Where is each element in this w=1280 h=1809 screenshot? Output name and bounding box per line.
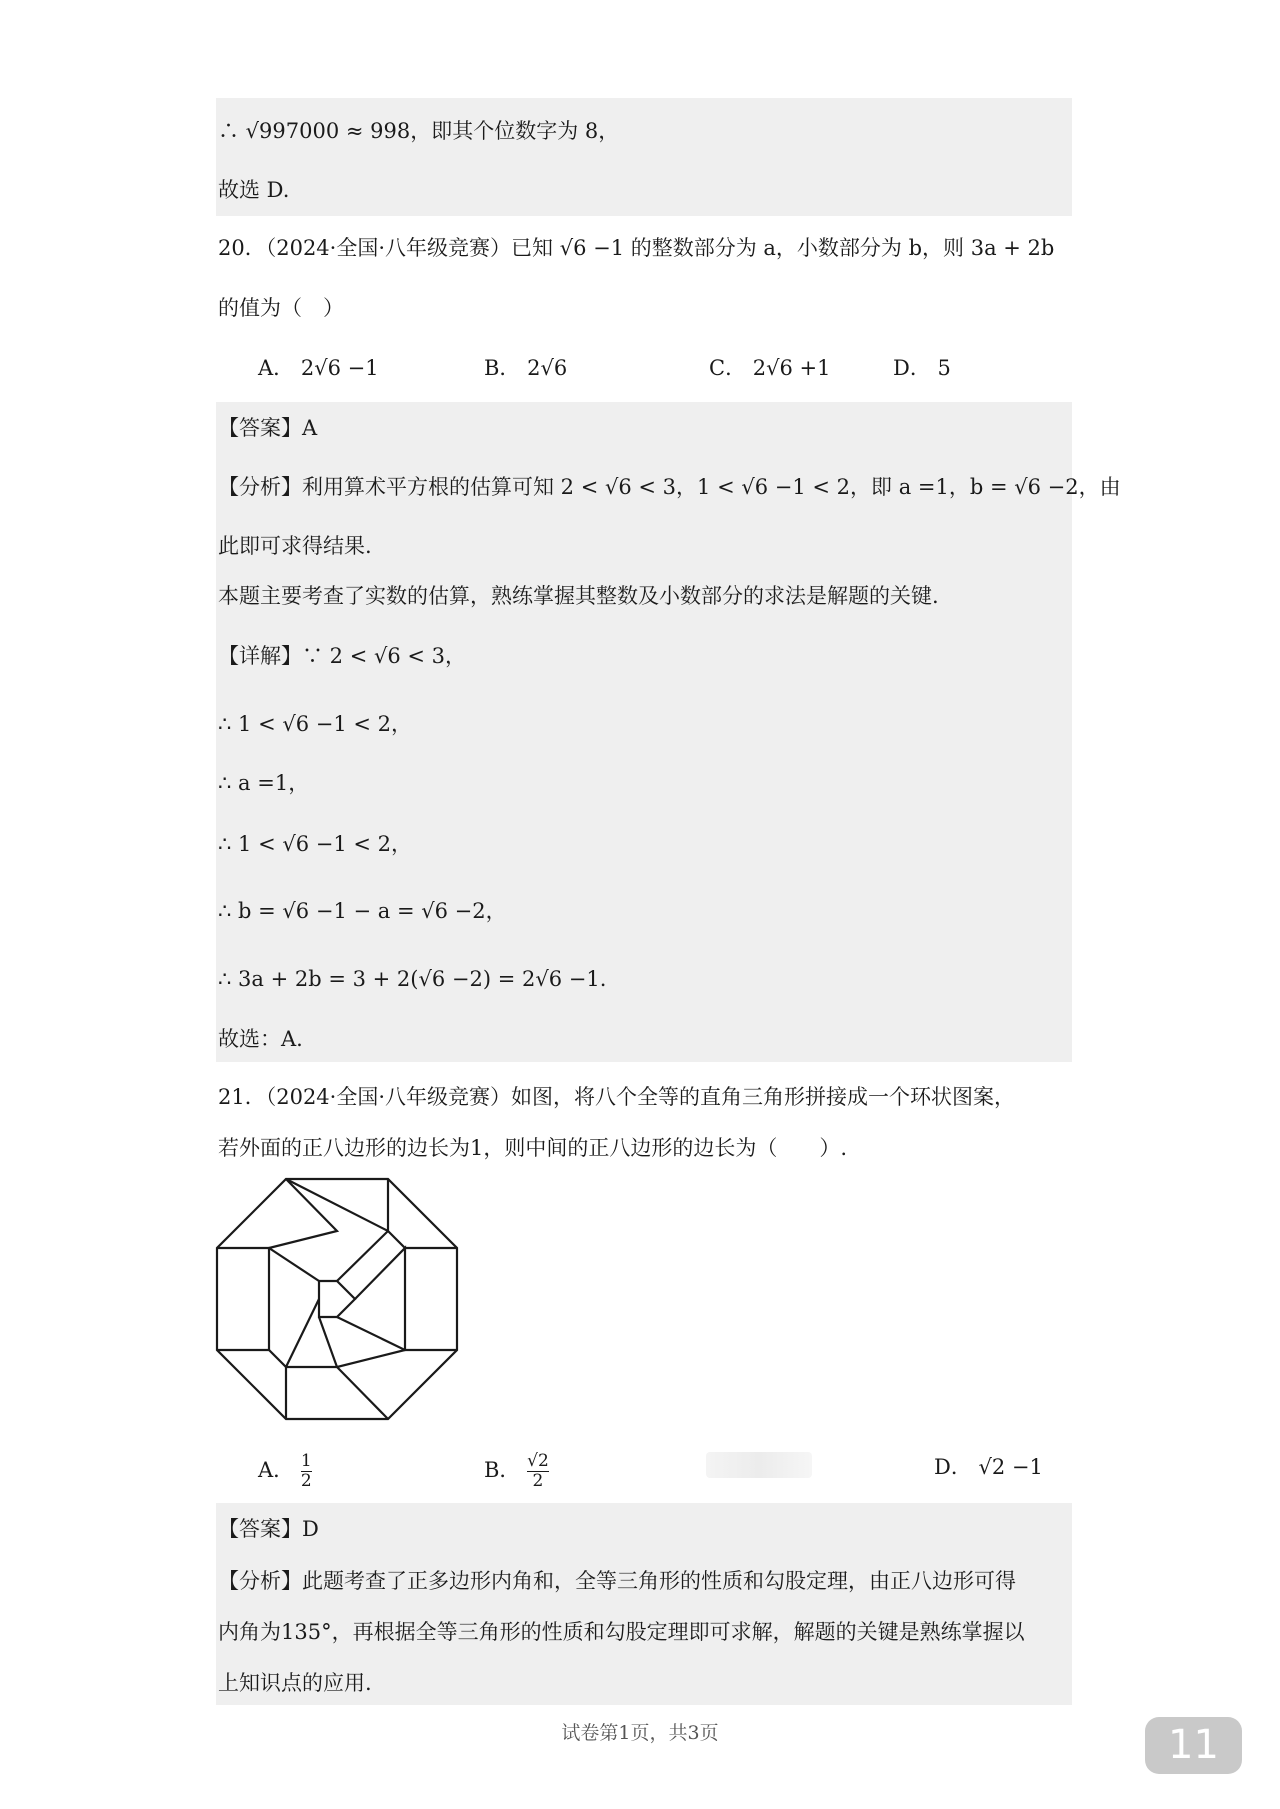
q21-analysis-line3: 上知识点的应用. [218, 1671, 372, 1695]
triangle-edge-3 [355, 1248, 457, 1350]
q21-stem-line2: 若外面的正八边形的边长为1，则中间的正八边形的边长为（ ）. [218, 1136, 848, 1160]
inner-octagon [319, 1281, 355, 1317]
q20-conclusion: 故选：A. [218, 1027, 303, 1051]
q21-analysis-line2: 内角为135°，再根据全等三角形的性质和勾股定理即可求解，解题的关键是熟练掌握以 [218, 1620, 1025, 1644]
q20-detail-5: ∴ b = √6 −1 − a = √6 −2， [218, 899, 507, 923]
q20-detail-6: ∴ 3a + 2b = 3 + 2(√6 −2) = 2√6 −1. [218, 967, 607, 991]
triangle-edge-7 [217, 1248, 269, 1350]
q20-analysis-line1: 【分析】利用算术平方根的估算可知 2 < √6 < 3，1 < √6 −1 < 2，即 a =1，b = √6 −2，由 [218, 475, 1121, 499]
q21-answer: 【答案】D [218, 1517, 319, 1541]
q20-option-c: C． 2√6 +1 [709, 356, 831, 380]
q20-analysis-line2: 此即可求得结果. [218, 534, 372, 558]
octagon-diagram [214, 1176, 460, 1422]
triangle-edge-5 [286, 1317, 337, 1419]
prev-solution-line: ∴ √997000 ≈ 998，即其个位数字为 8， [218, 119, 620, 143]
q21-option-b-denominator: 2 [532, 1471, 544, 1491]
q21-option-d: D． √2 −1 [934, 1455, 1043, 1479]
q21-option-a-label: A． [258, 1458, 295, 1482]
q20-option-d: D． 5 [893, 356, 951, 380]
q21-analysis-line1: 【分析】此题考查了正多边形内角和，全等三角形的性质和勾股定理，由正八边形可得 [218, 1569, 1016, 1593]
q21-option-a-numerator: 1 [300, 1451, 312, 1471]
prev-conclusion: 故选 D. [218, 178, 290, 202]
q21-option-a-fraction [301, 1452, 312, 1491]
q20-option-b: B． 2√6 [484, 356, 568, 380]
q20-detail-2: ∴ 1 < √6 −1 < 2， [218, 712, 413, 736]
triangle-edge-1 [286, 1179, 388, 1231]
q21-option-a-denominator: 2 [300, 1471, 312, 1491]
page-number-badge[interactable]: 11 [1145, 1717, 1242, 1774]
q20-stem-line1: 20．（2024·全国·八年级竞赛）已知 √6 −1 的整数部分为 a，小数部分为 b，则 3a + 2b [218, 236, 1055, 260]
triangle-edge-8 [269, 1179, 337, 1281]
q20-analysis-line3: 本题主要考查了实数的估算，熟练掌握其整数及小数部分的求法是解题的关键. [218, 584, 939, 608]
q21-option-b-fraction [527, 1452, 549, 1491]
q21-option-c-obscured [706, 1452, 812, 1478]
q21-option-b [484, 1452, 549, 1491]
q21-option-b-label: B． [484, 1458, 521, 1482]
triangle-edge-4 [337, 1317, 405, 1419]
q20-answer: 【答案】A [218, 416, 318, 440]
q20-detail-4: ∴ 1 < √6 −1 < 2， [218, 832, 413, 856]
q20-detail-1: 【详解】∵ 2 < √6 < 3， [218, 644, 467, 668]
page-footer: 试卷第1页，共3页 [561, 1722, 719, 1744]
q20-detail-3: ∴ a =1， [218, 771, 310, 795]
q21-option-b-numerator: √2 [527, 1451, 549, 1471]
q20-stem-line2: 的值为（ ） [218, 296, 344, 320]
q21-stem-line1: 21．（2024·全国·八年级竞赛）如图，将八个全等的直角三角形拼接成一个环状图案， [218, 1085, 1016, 1109]
q21-option-a [258, 1452, 312, 1491]
q20-option-a: A． 2√6 −1 [258, 356, 379, 380]
outer-octagon [217, 1179, 457, 1419]
